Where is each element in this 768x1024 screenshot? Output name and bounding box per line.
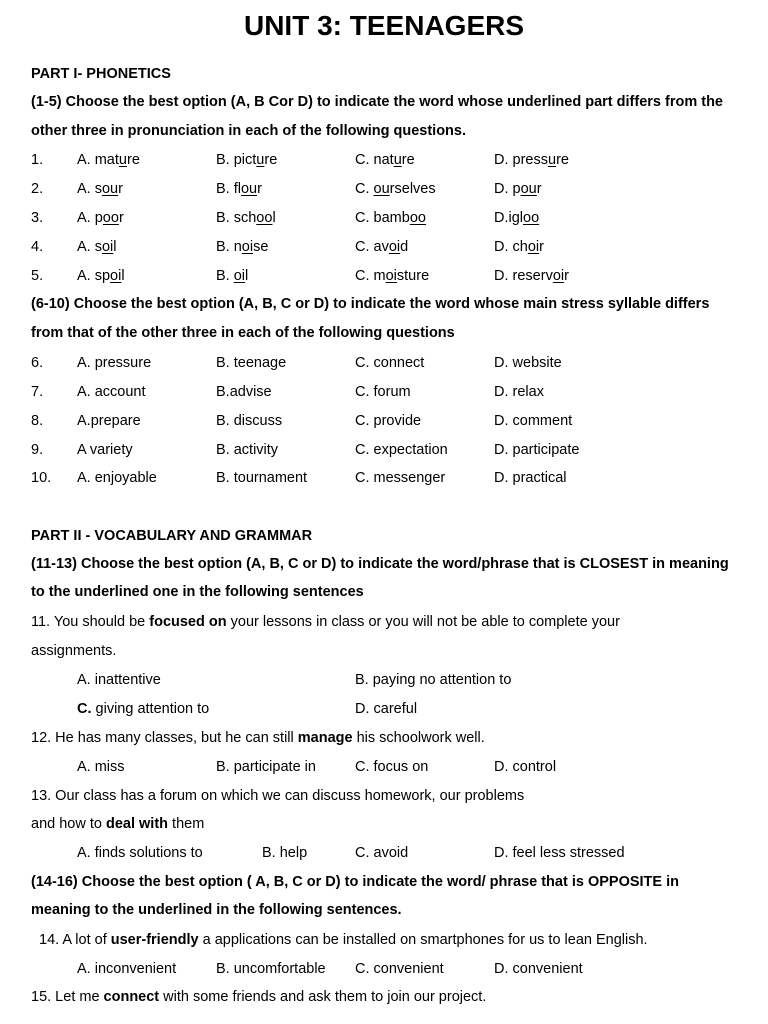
- option-d: D. website: [494, 355, 562, 371]
- underlined-part: oo: [409, 210, 426, 226]
- question-14-options: [0, 961, 768, 981]
- underlined-part: oo: [102, 210, 119, 226]
- option-d: D. control: [494, 759, 557, 775]
- option-b: B. noise: [216, 239, 269, 255]
- key-phrase: manage: [297, 730, 353, 746]
- option-b: B. activity: [216, 442, 279, 458]
- option-d: D. practical: [494, 470, 567, 486]
- option-b: B. flour: [216, 181, 262, 197]
- option-a: A. mature: [77, 152, 140, 168]
- underlined-part: oi: [233, 268, 246, 284]
- option-a: A. finds solutions to: [77, 845, 203, 861]
- question-15: 15. Let me connect with some friends and ask them to join our project.: [31, 989, 487, 1005]
- option-c: C. giving attention to: [77, 701, 210, 717]
- question-number: 9.: [31, 442, 44, 458]
- question-12: 12. He has many classes, but he can still manage his schoolwork well.: [31, 730, 485, 746]
- underlined-part: oi: [241, 239, 254, 255]
- option-d: D.igloo: [494, 210, 540, 226]
- option-c: C. avoid: [355, 845, 409, 861]
- underlined-part: u: [118, 152, 127, 168]
- key-phrase: deal with: [105, 816, 169, 832]
- question-number: 2.: [31, 181, 44, 197]
- option-c: C. focus on: [355, 759, 429, 775]
- option-c: C. nature: [355, 152, 415, 168]
- question-row: [0, 239, 768, 259]
- part2-instruction-2: (14-16) Choose the best option ( A, B, C or D) to indicate the word/ phrase that is OPPOSITE in: [31, 874, 679, 890]
- question-11-options-1: [0, 672, 768, 692]
- option-c: C. convenient: [355, 961, 444, 977]
- option-a: A variety: [77, 442, 133, 458]
- underlined-part: oi: [388, 239, 401, 255]
- question-13: 13. Our class has a forum on which we can discuss homework, our problems: [31, 788, 525, 804]
- option-b: B. help: [262, 845, 308, 861]
- question-11: 11. You should be focused on your lessons in class or you will not be able to complete your: [31, 614, 620, 630]
- question-number: 10.: [31, 470, 52, 486]
- part2-heading: PART II - VOCABULARY AND GRAMMAR: [31, 528, 313, 544]
- underlined-part: oi: [527, 239, 540, 255]
- option-a: A. spoil: [77, 268, 125, 284]
- option-b: B.advise: [216, 384, 272, 400]
- option-d: D. participate: [494, 442, 580, 458]
- option-d: D. careful: [355, 701, 418, 717]
- page-title: UNIT 3: TEENAGERS: [243, 10, 525, 41]
- option-a: A. inattentive: [77, 672, 161, 688]
- option-c: C. avoid: [355, 239, 409, 255]
- option-c: C. bamboo: [355, 210, 426, 226]
- option-c: C. ourselves: [355, 181, 436, 197]
- option-b: B. picture: [216, 152, 278, 168]
- question-14: 14. A lot of user-friendly a applications can be installed on smartphones for us to lean English.: [39, 932, 648, 948]
- underlined-part: oi: [552, 268, 565, 284]
- option-b: B. oil: [216, 268, 249, 284]
- part1-instruction-2: (6-10) Choose the best option (A, B, C or D) to indicate the word whose main stress syllable differs: [31, 296, 710, 312]
- option-b: B. school: [216, 210, 276, 226]
- option-d: D. convenient: [494, 961, 583, 977]
- option-c: C. connect: [355, 355, 425, 371]
- underlined-part: oi: [385, 268, 397, 284]
- question-row: [0, 210, 768, 230]
- option-a: A. soil: [77, 239, 117, 255]
- underlined-part: u: [548, 152, 557, 168]
- option-a: A. account: [77, 384, 146, 400]
- question-row: [0, 152, 768, 172]
- underlined-part: ou: [240, 181, 258, 197]
- option-b: B. teenage: [216, 355, 287, 371]
- option-a: A.prepare: [77, 413, 141, 429]
- option-d: D. feel less stressed: [494, 845, 625, 861]
- question-number: 5.: [31, 268, 44, 284]
- question-row: [0, 442, 768, 462]
- underlined-part: u: [393, 152, 402, 168]
- option-b: B. discuss: [216, 413, 283, 429]
- part1-instruction-1b: other three in pronunciation in each of the following questions.: [31, 123, 467, 139]
- option-b: B. tournament: [216, 470, 308, 486]
- question-number: 4.: [31, 239, 44, 255]
- part1-instruction-1: (1-5) Choose the best option (A, B Cor D) to indicate the word whose underlined part differs from the: [31, 94, 723, 110]
- option-c: C. messenger: [355, 470, 446, 486]
- part2-instruction-1: (11-13) Choose the best option (A, B, C or D) to indicate the word/phrase that is CLOSEST in meaning: [31, 556, 729, 572]
- underlined-part: ou: [101, 181, 119, 197]
- underlined-part: ou: [373, 181, 390, 197]
- question-row: [0, 470, 768, 490]
- part1-instruction-2b: from that of the other three in each of the following questions: [31, 325, 455, 341]
- question-number: 8.: [31, 413, 44, 429]
- option-d: D. pressure: [494, 152, 569, 168]
- option-b: B. participate in: [216, 759, 316, 775]
- option-d: D. choir: [494, 239, 544, 255]
- question-row: [0, 181, 768, 201]
- underlined-part: oo: [256, 210, 273, 226]
- option-a: A. inconvenient: [77, 961, 177, 977]
- question-row: [0, 268, 768, 288]
- option-d: D. relax: [494, 384, 544, 400]
- question-number: 1.: [31, 152, 44, 168]
- key-phrase: connect: [103, 989, 160, 1005]
- option-b: B. uncomfortable: [216, 961, 326, 977]
- option-d: D. pour: [494, 181, 542, 197]
- option-a: A. pressure: [77, 355, 152, 371]
- option-d: D. reservoir: [494, 268, 569, 284]
- question-row: [0, 413, 768, 433]
- option-b: B. paying no attention to: [355, 672, 512, 688]
- key-phrase: user-friendly: [110, 932, 199, 948]
- question-number: 3.: [31, 210, 44, 226]
- question-row: [0, 384, 768, 404]
- underlined-part: oi: [101, 239, 114, 255]
- option-a: A. enjoyable: [77, 470, 157, 486]
- underlined-part: ou: [520, 181, 537, 197]
- option-a: A. miss: [77, 759, 125, 775]
- part2-instruction-2b: meaning to the underlined in the following sentences.: [31, 902, 402, 918]
- option-c: C. moisture: [355, 268, 430, 284]
- question-13-options: [0, 845, 768, 865]
- question-12-options: [0, 759, 768, 779]
- underlined-part: oo: [523, 210, 540, 226]
- underlined-part: oi: [110, 268, 122, 284]
- question-11-options-2: [0, 701, 768, 721]
- underlined-part: u: [256, 152, 265, 168]
- option-c: C. forum: [355, 384, 411, 400]
- key-phrase: focused on: [149, 614, 227, 630]
- question-row: [0, 355, 768, 375]
- question-13-line2: and how to deal with them: [31, 816, 205, 832]
- question-11-line2: assignments.: [31, 643, 117, 659]
- option-c: C. expectation: [355, 442, 448, 458]
- part2-instruction-1b: to the underlined one in the following sentences: [31, 584, 364, 600]
- part1-heading: PART I- PHONETICS: [31, 66, 171, 82]
- option-a: A. sour: [77, 181, 123, 197]
- question-number: 7.: [31, 384, 44, 400]
- option-c: C. provide: [355, 413, 422, 429]
- question-number: 6.: [31, 355, 44, 371]
- option-a: A. poor: [77, 210, 124, 226]
- option-d: D. comment: [494, 413, 573, 429]
